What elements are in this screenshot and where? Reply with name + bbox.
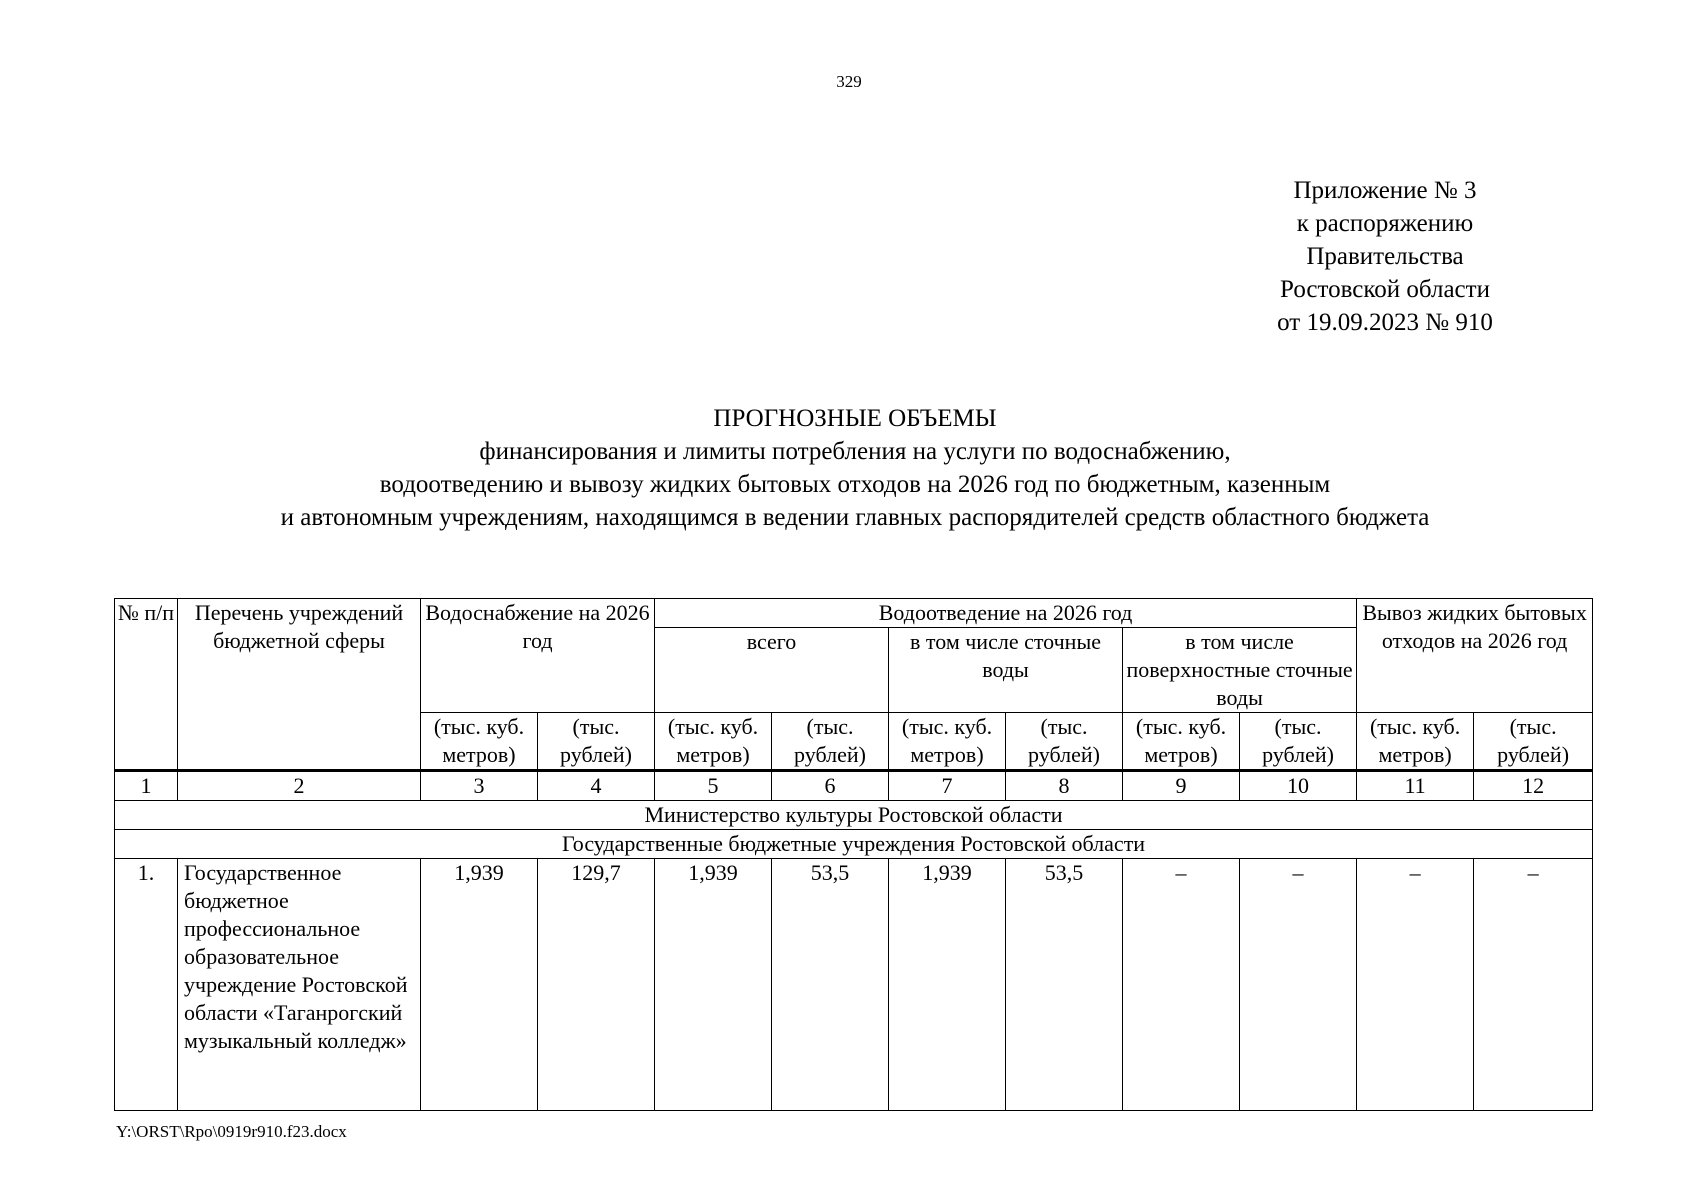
- title-line: финансирования и лимиты потребления на услуги по водоснабжению,: [479, 438, 1231, 465]
- appendix-line: от 19.09.2023 № 910: [1277, 309, 1493, 336]
- column-number: 8: [1006, 771, 1123, 801]
- unit-money: (тыс. рублей): [1240, 713, 1357, 771]
- row-institution-name: Государственное бюджетное профессиональное образовательное учреждение Ростовской области «Таганрогский музыкальный колледж»: [178, 859, 421, 1111]
- column-number: 11: [1357, 771, 1474, 801]
- appendix-line: Приложение № 3: [1293, 177, 1477, 204]
- unit-volume: (тыс. куб. метров): [889, 713, 1006, 771]
- column-number: 4: [538, 771, 655, 801]
- column-number: 5: [655, 771, 772, 801]
- table-row: [115, 859, 1593, 1111]
- header-drainage-waste-water: в том числе сточные воды: [889, 628, 1123, 713]
- row-value: –: [1240, 859, 1357, 1111]
- header-drainage: Водоотведение на 2026 год: [655, 599, 1357, 628]
- unit-volume: (тыс. куб. метров): [1123, 713, 1240, 771]
- column-number: 10: [1240, 771, 1357, 801]
- section-institution-type: Государственные бюджетные учреждения Ростовской области: [115, 830, 1593, 859]
- header-institutions: Перечень учреждений бюджетной сферы: [178, 599, 421, 771]
- row-value: 129,7: [538, 859, 655, 1111]
- row-value: 1,939: [655, 859, 772, 1111]
- forecast-table: [114, 598, 1593, 1111]
- unit-money: (тыс. рублей): [1006, 713, 1123, 771]
- header-water-supply: Водоснабжение на 2026 год: [421, 599, 655, 713]
- document-title: [100, 402, 1610, 534]
- header-no: № п/п: [115, 599, 178, 771]
- page-number: 329: [836, 72, 862, 91]
- title-line: водоотведению и вывозу жидких бытовых отходов на 2026 год по бюджетным, казенным: [379, 471, 1331, 498]
- section-ministry: Министерство культуры Ростовской области: [115, 801, 1593, 830]
- row-value: 53,5: [772, 859, 889, 1111]
- row-value: 1,939: [889, 859, 1006, 1111]
- footer-file-path: Y:\ORST\Rpo\0919r910.f23.docx: [116, 1122, 347, 1141]
- row-number: 1.: [115, 859, 178, 1111]
- title-heading: ПРОГНОЗНЫЕ ОБЪЕМЫ: [713, 405, 997, 432]
- unit-volume: (тыс. куб. метров): [1357, 713, 1474, 771]
- column-number: 7: [889, 771, 1006, 801]
- header-liquid-waste: Вывоз жидких бытовых отходов на 2026 год: [1357, 599, 1593, 713]
- unit-volume: (тыс. куб. метров): [421, 713, 538, 771]
- appendix-line: Ростовской области: [1280, 276, 1490, 303]
- title-line: и автономным учреждениям, находящимся в ведении главных распорядителей средств областного бюджета: [280, 504, 1430, 531]
- unit-volume: (тыс. куб. метров): [655, 713, 772, 771]
- column-number: 6: [772, 771, 889, 801]
- row-value: 1,939: [421, 859, 538, 1111]
- row-value: –: [1123, 859, 1240, 1111]
- appendix-line: Правительства: [1306, 243, 1464, 270]
- unit-money: (тыс. рублей): [1474, 713, 1593, 771]
- column-number: 1: [115, 771, 178, 801]
- header-drainage-surface-water: в том числе поверхностные сточные воды: [1123, 628, 1357, 713]
- unit-money: (тыс. рублей): [772, 713, 889, 771]
- header-drainage-total: всего: [655, 628, 889, 713]
- row-value: 53,5: [1006, 859, 1123, 1111]
- column-number: 12: [1474, 771, 1593, 801]
- appendix-reference: [1235, 174, 1535, 339]
- row-value: –: [1357, 859, 1474, 1111]
- column-number: 3: [421, 771, 538, 801]
- row-value: –: [1474, 859, 1593, 1111]
- appendix-line: к распоряжению: [1296, 210, 1474, 237]
- column-number: 9: [1123, 771, 1240, 801]
- column-number: 2: [178, 771, 421, 801]
- unit-money: (тыс. рублей): [538, 713, 655, 771]
